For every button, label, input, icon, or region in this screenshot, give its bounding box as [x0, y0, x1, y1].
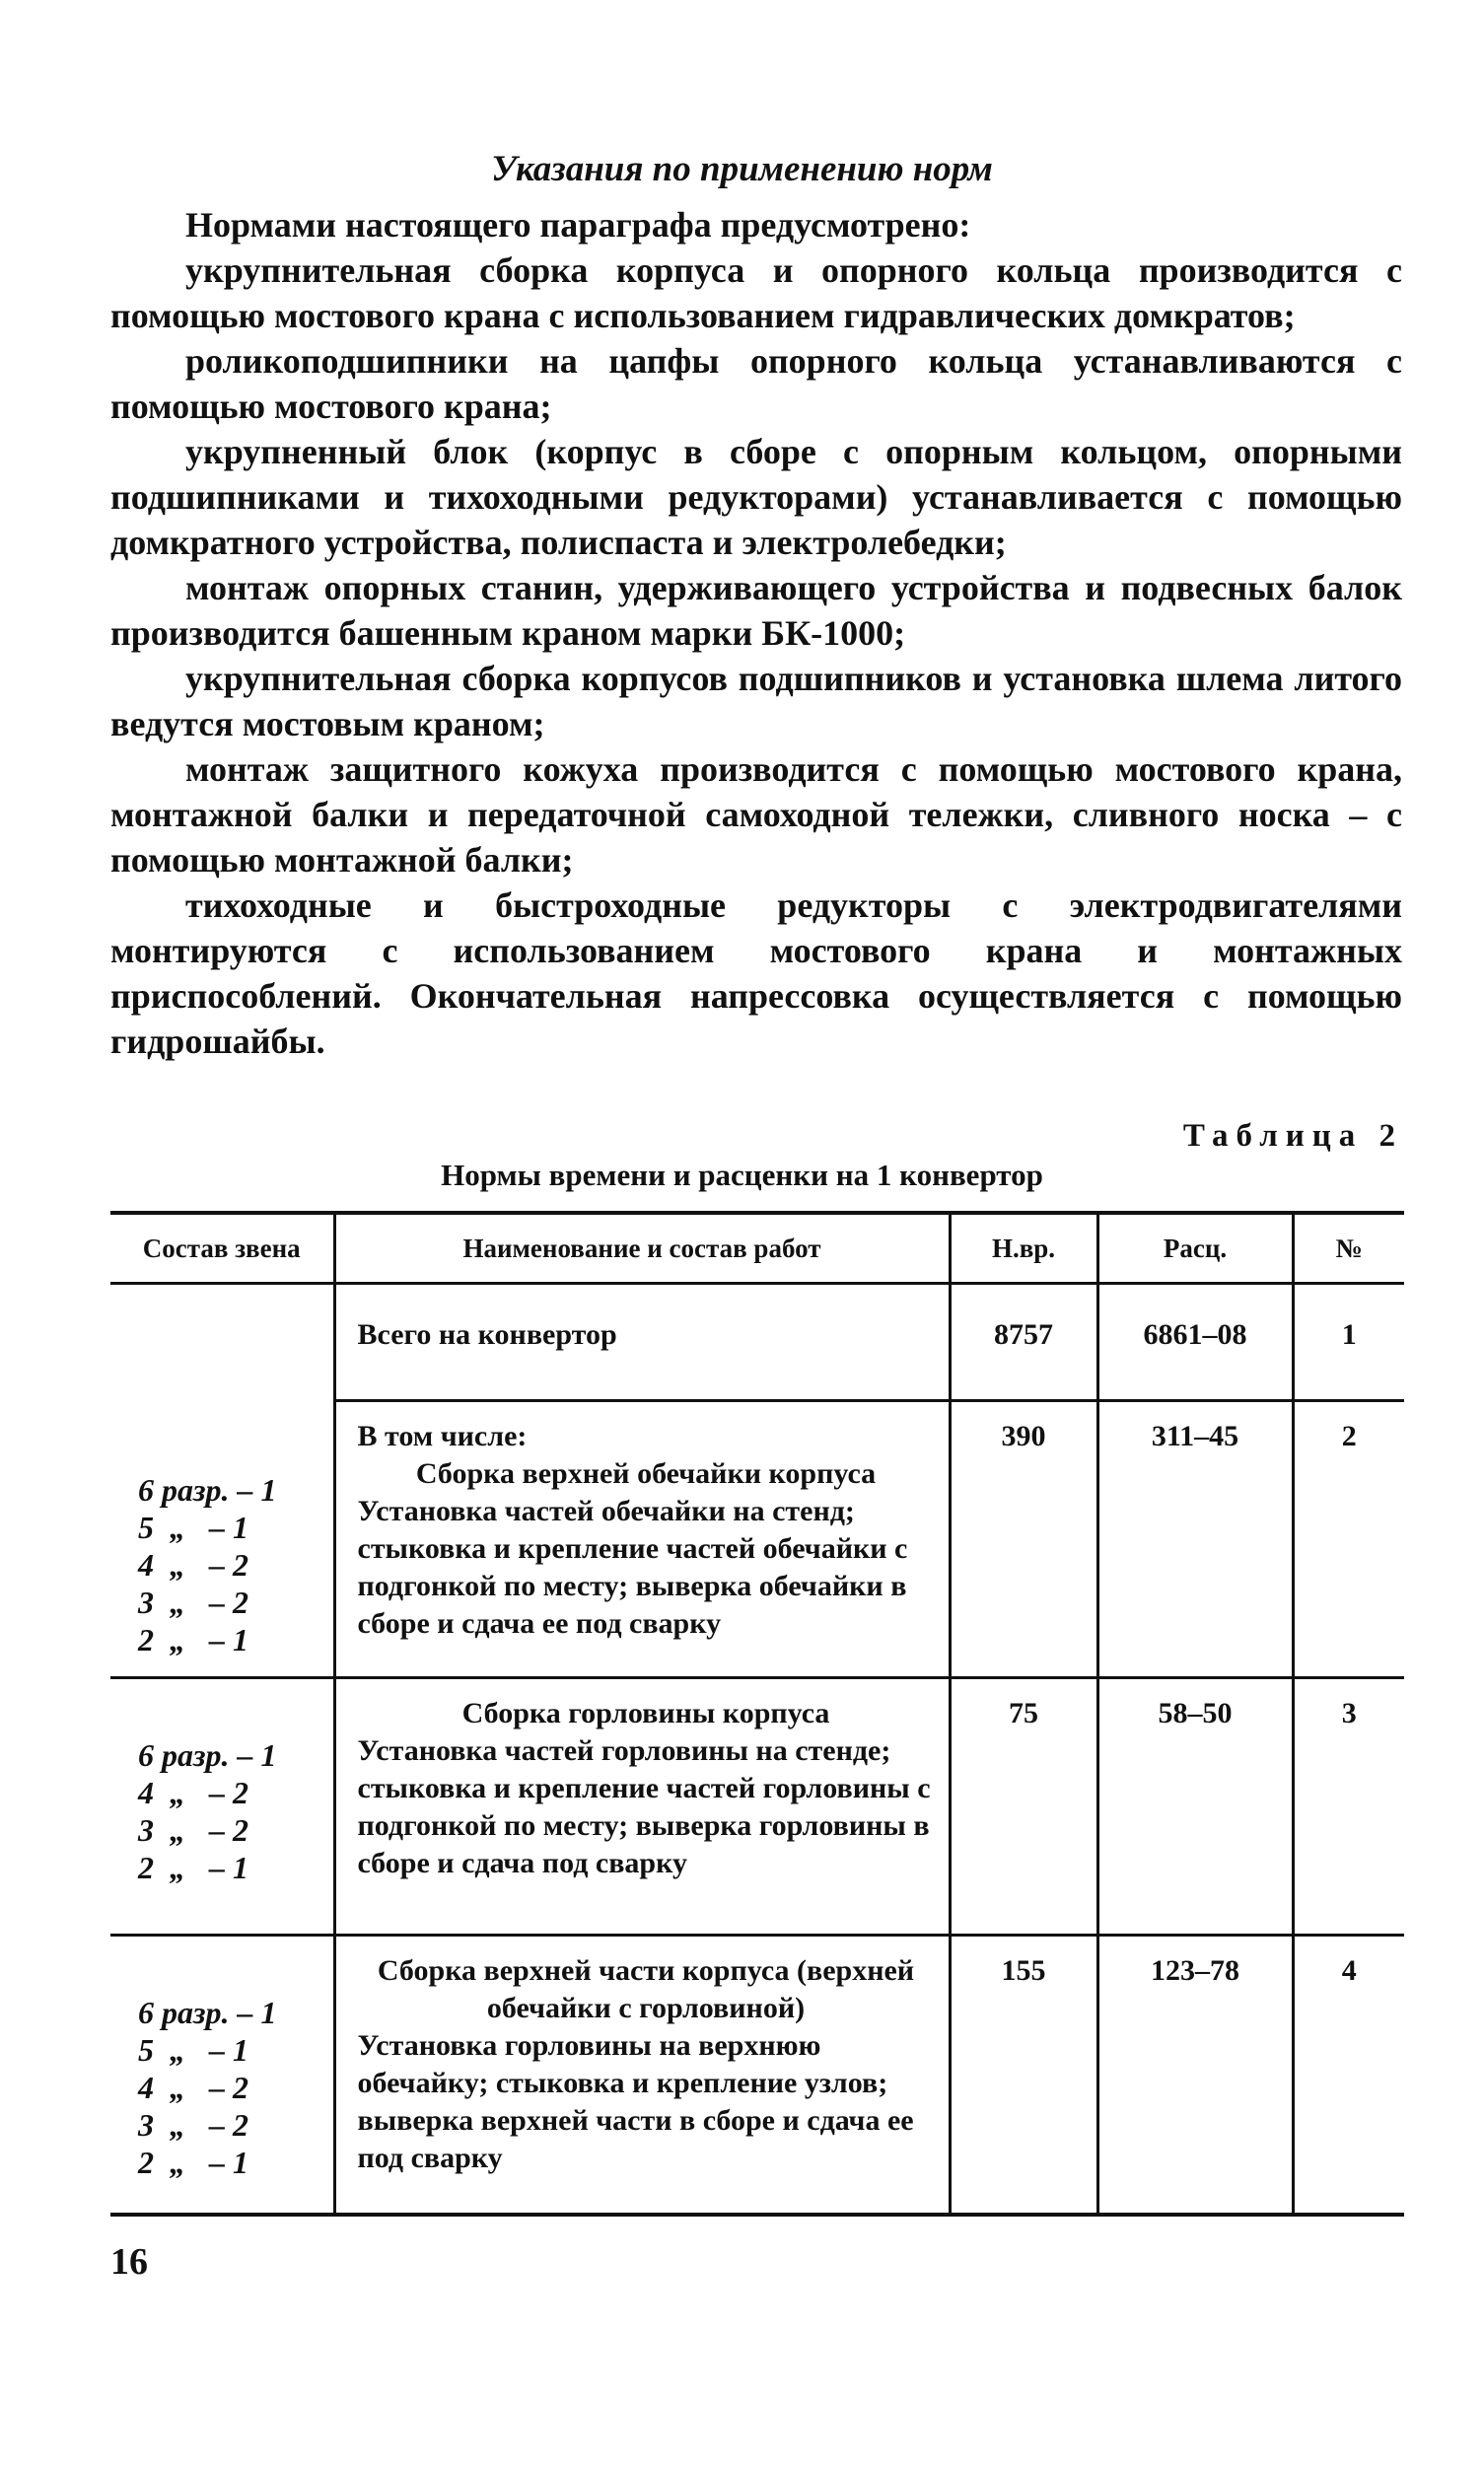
- work-title: Всего на конвертор: [357, 1318, 617, 1351]
- work-description: Установка горловины на верхнюю обечайку; стыковка и крепление узлов; выверка верхней части в сборе и сдача ее под сварку: [357, 2029, 914, 2174]
- crew-line: 2 „ – 1: [138, 1622, 248, 1657]
- table-row: [110, 1284, 1404, 1401]
- work-description: Установка частей обечайки на стенд; стыковка и крепление частей обечайки с подгонкой по месту; выверка обечайки в сборе и сдача ее под сварку: [357, 1495, 908, 1640]
- crew-line: 6 разр. – 1: [138, 1995, 277, 2030]
- norm-cell: 155: [950, 1936, 1097, 2216]
- work-cell: [334, 1284, 950, 1401]
- crew-line: 2 „ – 1: [138, 2145, 248, 2180]
- paragraph: Нормами настоящего параграфа предусмотрено:: [185, 205, 971, 245]
- crew-line: 4 „ – 2: [138, 1775, 248, 1810]
- crew-line: 4 „ – 2: [138, 2070, 248, 2105]
- crew-line: 3 „ – 2: [138, 1812, 248, 1848]
- crew-cell: [110, 1284, 334, 1678]
- norms-table: [110, 1211, 1404, 2217]
- work-description: Установка частей горловины на стенде; стыковка и крепление частей горловины с подгонкой по месту; выверка горловины в сборе и сдача под сварку: [357, 1734, 931, 1879]
- crew-cell: [110, 1936, 334, 2216]
- work-title: Сборка верхней части корпуса (верхней обечайки с горловиной): [377, 1954, 915, 2024]
- num-cell: 1: [1293, 1284, 1404, 1401]
- header-work: Наименование и состав работ: [334, 1213, 950, 1284]
- paragraph: укрупненный блок (корпус в сборе с опорным кольцом, опорными подшипниками и тихоходными редукторами) устанавливается с помощью домкратного устройства, полиспаста и электролебедки;: [110, 432, 1402, 562]
- norm-cell: 8757: [950, 1284, 1097, 1401]
- crew-line: 6 разр. – 1: [138, 1472, 277, 1508]
- price-cell: 58–50: [1097, 1678, 1293, 1936]
- table-row: [110, 1936, 1404, 2216]
- crew-line: 3 „ – 2: [138, 1585, 248, 1620]
- work-title: Сборка горловины корпуса: [461, 1697, 830, 1729]
- work-cell: [334, 1678, 950, 1936]
- paragraph: тихоходные и быстроходные редукторы с электродвигателями монтируются с использованием мостового крана и монтажных приспособлений. Окончательная напрессовка осуществляется с помощью гидрошайбы.: [110, 885, 1402, 1061]
- num-cell: 3: [1293, 1678, 1404, 1936]
- paragraph: укрупнительная сборка корпусов подшипников и установка шлема литого ведутся мостовым краном;: [110, 659, 1402, 743]
- price-cell: 6861–08: [1097, 1284, 1293, 1401]
- crew-line: 3 „ – 2: [138, 2107, 248, 2143]
- work-cell: [334, 1401, 950, 1678]
- work-title: Сборка верхней обечайки корпуса: [415, 1457, 877, 1490]
- paragraph: монтаж защитного кожуха производится с помощью мостового крана, монтажной балки и передаточной самоходной тележки, сливного носка – с помощью монтажной балки;: [110, 749, 1402, 880]
- header-crew: Состав звена: [110, 1213, 334, 1284]
- table-title: Нормы времени и расценки на 1 конвертор: [441, 1158, 1043, 1192]
- page-number: 16: [110, 2241, 148, 2283]
- header-norm: Н.вр.: [950, 1213, 1097, 1284]
- table-label: Таблица 2: [1182, 1118, 1403, 1154]
- crew-line: 2 „ – 1: [138, 1850, 248, 1885]
- norm-cell: 75: [950, 1678, 1097, 1936]
- crew-line: 6 разр. – 1: [138, 1737, 277, 1773]
- num-cell: 4: [1293, 1936, 1404, 2216]
- norm-cell: 390: [950, 1401, 1097, 1678]
- table-row: [110, 1678, 1404, 1936]
- paragraph: укрупнительная сборка корпуса и опорного кольца производится с помощью мостового крана с использованием гидравлических домкратов;: [110, 250, 1402, 335]
- num-cell: 2: [1293, 1401, 1404, 1678]
- header-num: №: [1293, 1213, 1404, 1284]
- table-header-row: [110, 1213, 1404, 1284]
- price-cell: 123–78: [1097, 1936, 1293, 2216]
- crew-line: 4 „ – 2: [138, 1547, 248, 1583]
- paragraph: роликоподшипники на цапфы опорного кольца устанавливаются с помощью мостового крана;: [110, 341, 1402, 426]
- body-text: [110, 202, 1402, 1064]
- crew-line: 5 „ – 1: [138, 2032, 248, 2068]
- section-heading: Указания по применению норм: [491, 149, 993, 189]
- crew-line: 5 „ – 1: [138, 1510, 248, 1545]
- header-price: Расц.: [1097, 1213, 1293, 1284]
- price-cell: 311–45: [1097, 1401, 1293, 1678]
- paragraph: монтаж опорных станин, удерживающего устройства и подвесных балок производится башенным краном марки БК-1000;: [110, 568, 1402, 653]
- work-intro: В том числе:: [357, 1420, 528, 1452]
- crew-cell: [110, 1678, 334, 1936]
- work-cell: [334, 1936, 950, 2216]
